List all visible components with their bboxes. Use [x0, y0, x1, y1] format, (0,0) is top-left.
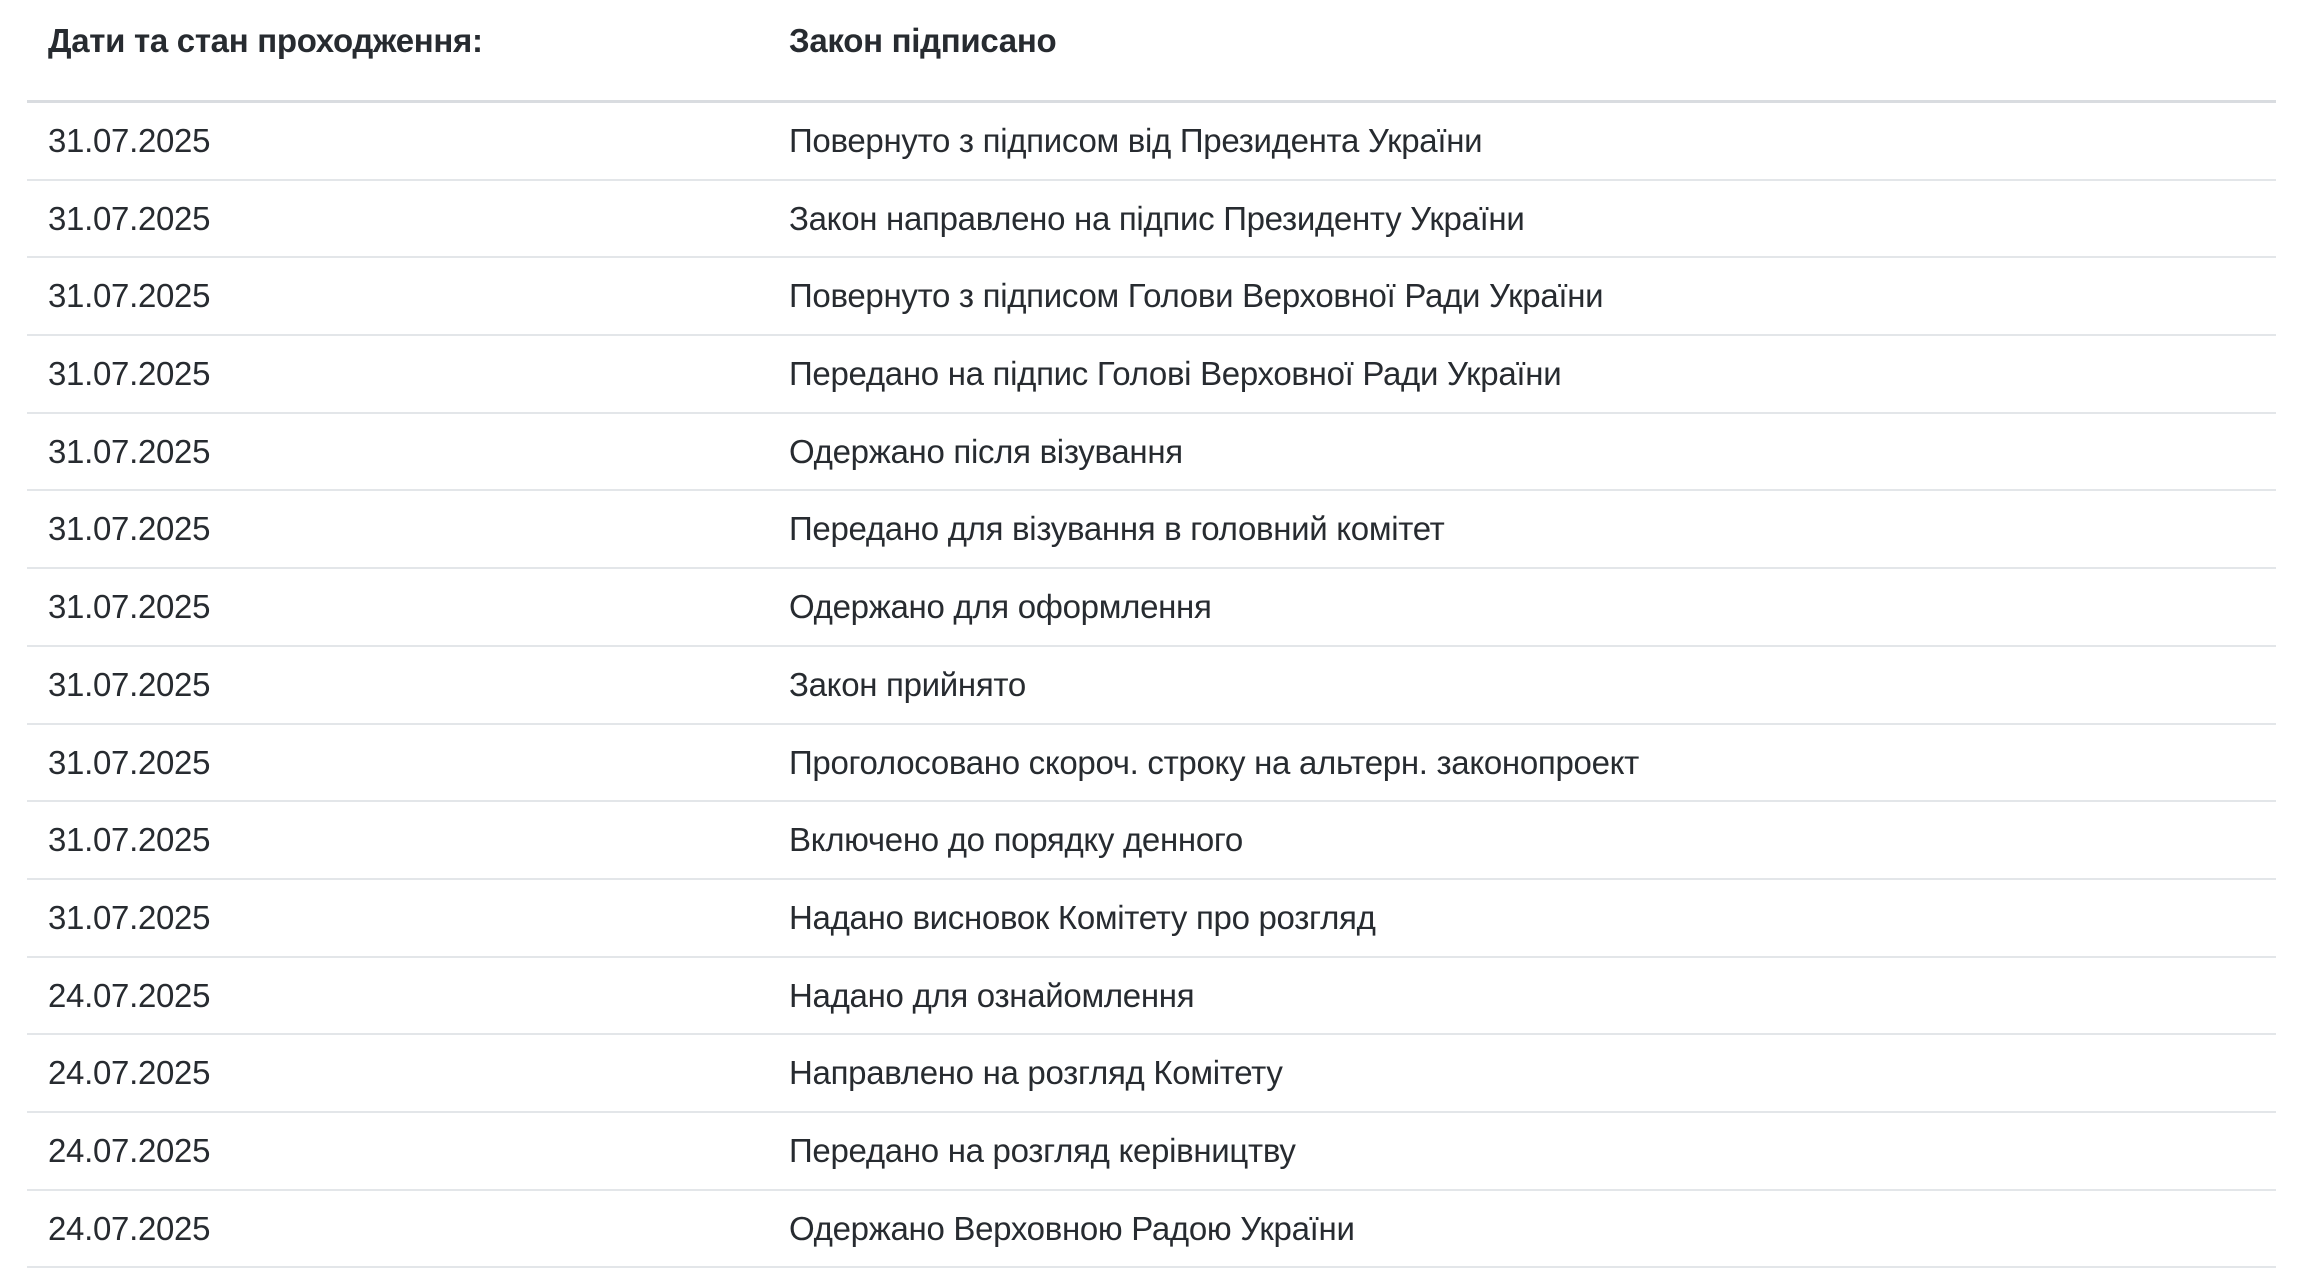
- row-date: 24.07.2025: [48, 976, 211, 1014]
- row-date: 31.07.2025: [48, 821, 211, 859]
- row-status: Одержано після візування: [789, 432, 1183, 470]
- table-row: [27, 181, 2276, 259]
- row-status: Одержано Верховною Радою України: [789, 1209, 1355, 1247]
- row-date: 31.07.2025: [48, 277, 211, 315]
- row-date: 31.07.2025: [48, 665, 211, 703]
- row-status: Проголосовано скороч. строку на альтерн. законопроект: [789, 743, 1639, 781]
- row-status: Повернуто з підписом від Президента України: [789, 122, 1483, 160]
- table-row: [27, 569, 2276, 647]
- row-status: Надано для ознайомлення: [789, 976, 1195, 1014]
- bill-passage-status-table: [27, 0, 2276, 1268]
- row-date: 31.07.2025: [48, 199, 211, 237]
- row-date: 31.07.2025: [48, 510, 211, 548]
- table-header-row: [27, 0, 2276, 103]
- row-date: 31.07.2025: [48, 355, 211, 393]
- table-row: [27, 802, 2276, 880]
- table-row: [27, 958, 2276, 1036]
- row-date: 31.07.2025: [48, 898, 211, 936]
- row-status: Надано висновок Комітету про розгляд: [789, 898, 1376, 936]
- table-body: [27, 103, 2276, 1268]
- row-date: 24.07.2025: [48, 1054, 211, 1092]
- table-row: [27, 258, 2276, 336]
- table-row: [27, 880, 2276, 958]
- row-status: Закон прийнято: [789, 665, 1026, 703]
- table-row: [27, 725, 2276, 803]
- table-row: [27, 491, 2276, 569]
- row-date: 31.07.2025: [48, 743, 211, 781]
- table-row: [27, 103, 2276, 181]
- row-status: Передано для візування в головний комітет: [789, 510, 1445, 548]
- row-date: 31.07.2025: [48, 588, 211, 626]
- row-date: 24.07.2025: [48, 1209, 211, 1247]
- table-row: [27, 1035, 2276, 1113]
- column-header-dates-and-state: Дати та стан проходження:: [48, 22, 483, 60]
- row-status: Одержано для оформлення: [789, 588, 1212, 626]
- table-row: [27, 647, 2276, 725]
- column-header-current-status: Закон підписано: [789, 22, 1057, 60]
- row-date: 24.07.2025: [48, 1131, 211, 1169]
- row-status: Передано на підпис Голові Верховної Ради України: [789, 355, 1562, 393]
- row-status: Включено до порядку денного: [789, 821, 1243, 859]
- row-status: Повернуто з підписом Голови Верховної Ради України: [789, 277, 1604, 315]
- row-status: Передано на розгляд керівництву: [789, 1131, 1296, 1169]
- row-status: Закон направлено на підпис Президенту України: [789, 199, 1525, 237]
- table-row: [27, 1191, 2276, 1268]
- row-date: 31.07.2025: [48, 122, 211, 160]
- row-date: 31.07.2025: [48, 432, 211, 470]
- row-status: Направлено на розгляд Комітету: [789, 1054, 1283, 1092]
- table-row: [27, 336, 2276, 414]
- table-row: [27, 1113, 2276, 1191]
- table-row: [27, 414, 2276, 492]
